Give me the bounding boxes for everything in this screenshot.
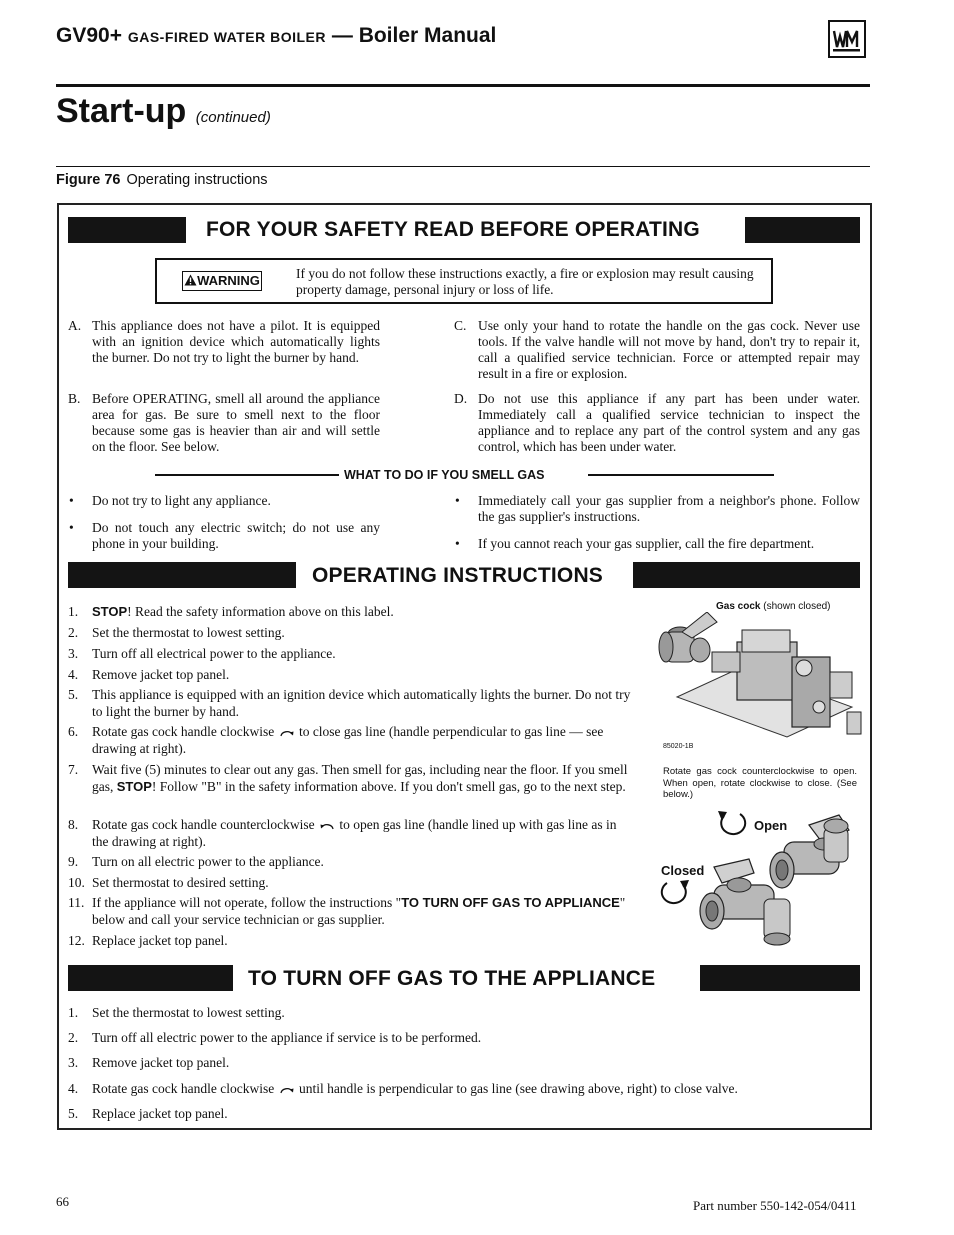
- gas-cock-title: Gas cock (shown closed): [716, 601, 831, 612]
- safety-item-c: [454, 318, 860, 382]
- safety-item-letter: C.: [454, 318, 467, 333]
- manual-name: Boiler Manual: [358, 24, 497, 47]
- operating-step: 5. This appliance is equipped with an ignition device which automatically lights the burner. Do not try to light the burner by hand.: [68, 687, 631, 719]
- warning-badge-text: WARNING: [197, 273, 260, 288]
- safety-item-b: [68, 391, 380, 455]
- operating-step: 11. If the appliance will not operate, follow the instructions "TO TURN OFF GAS TO APPLIANCE" below and call your service technician or gas supplier.: [68, 895, 626, 927]
- title-bar-right: [745, 217, 860, 243]
- stop-word: STOP: [92, 604, 128, 619]
- operating-step: 9. Turn on all electric power to the appliance.: [68, 854, 324, 869]
- safety-item-a: [68, 318, 380, 366]
- section-heading: [56, 92, 271, 131]
- header-dash: —: [331, 24, 353, 47]
- operating-bar-left: [68, 562, 296, 588]
- operating-step: 3. Turn off all electrical power to the appliance.: [68, 646, 336, 661]
- smell-gas-title: WHAT TO DO IF YOU SMELL GAS: [344, 468, 545, 482]
- smell-bullet: • Immediately call your gas supplier from a neighbor's phone. Follow the gas supplier's instructions.: [455, 493, 860, 524]
- smell-rule-right: [588, 474, 774, 476]
- figure-caption: [56, 172, 268, 188]
- warning-triangle-icon: [184, 274, 197, 286]
- section-continued: (continued): [195, 109, 271, 126]
- operating-step: 12. Replace jacket top panel.: [68, 933, 228, 948]
- figure-caption-text: Operating instructions: [126, 172, 268, 188]
- section-title: Start-up: [56, 92, 187, 130]
- header-rule: [56, 84, 870, 87]
- clockwise-arrow-icon: [278, 728, 296, 738]
- operating-step: 4. Remove jacket top panel.: [68, 667, 230, 682]
- document-header: [56, 24, 496, 48]
- safety-item-letter: D.: [454, 391, 468, 406]
- turnoff-step: 2. Turn off all electric power to the appliance if service is to be performed.: [68, 1030, 482, 1045]
- section-rule: [56, 166, 870, 167]
- closed-arrow-icon: [657, 877, 693, 909]
- counterclockwise-arrow-icon: [318, 821, 336, 831]
- safety-item-letter: A.: [68, 318, 82, 333]
- gas-valve-drawing: [652, 612, 862, 742]
- operating-step: 1. STOP! Read the safety information above on this label.: [68, 604, 394, 619]
- operating-bar-right: [633, 562, 860, 588]
- safety-item-text: Do not use this appliance if any part has been under water. Immediately call a qualified service technician to inspect the appliance and to replace any part of the control system and any gas control, which has been under water.: [478, 391, 860, 454]
- product-name: GAS-FIRED WATER BOILER: [127, 29, 326, 45]
- closed-valve-drawing: [694, 855, 804, 947]
- closed-label: Closed: [661, 863, 705, 878]
- operating-step: 7. Wait five (5) minutes to clear out any gas. Then smell for gas, including near the floor. If you smell gas, STOP! Follow "B" in the safety information above. If you don't smell gas, go to the next step.: [68, 762, 628, 794]
- turnoff-step: 1. Set the thermostat to lowest setting.: [68, 1005, 285, 1020]
- turnoff-step: 5. Replace jacket top panel.: [68, 1106, 228, 1121]
- turnoff-bar-right: [700, 965, 860, 991]
- turnoff-step: 4. Rotate gas cock handle clockwise until handle is perpendicular to gas line (see drawing above, right) to close valve.: [68, 1081, 738, 1096]
- safety-title: FOR YOUR SAFETY READ BEFORE OPERATING: [206, 218, 700, 241]
- smell-bullet: • Do not try to light any appliance.: [69, 493, 271, 508]
- operating-step: 10. Set thermostat to desired setting.: [68, 875, 269, 890]
- safety-item-text: Use only your hand to rotate the handle on the gas cock. Never use tools. If the valve handle will not move by hand, don't try to repair it, call a qualified service technician. Force or attempted repair may result in a fire or explosion.: [478, 318, 860, 381]
- safety-item-text: Before OPERATING, smell all around the appliance area for gas. Be sure to smell next to the floor because some gas is heavier than air and will settle on the floor. See below.: [92, 391, 380, 454]
- warning-text: If you do not follow these instructions exactly, a fire or explosion may result causing property damage, personal injury or loss of life.: [296, 266, 754, 297]
- open-arrow-icon: [714, 808, 750, 838]
- open-label: Open: [754, 818, 788, 833]
- stop-word: STOP: [116, 779, 152, 794]
- operating-step: 2. Set the thermostat to lowest setting.: [68, 625, 285, 640]
- safety-item-d: [454, 391, 860, 455]
- safety-item-letter: B.: [68, 391, 81, 406]
- warning-badge: [182, 271, 262, 291]
- operating-step: 8. Rotate gas cock handle counterclockwise to open gas line (handle lined up with gas line as in the drawing at right).: [68, 817, 617, 849]
- part-code: 85020-1B: [663, 743, 694, 750]
- rotate-note: Rotate gas cock counterclockwise to open. When open, rotate clockwise to close. (See below.): [663, 766, 857, 800]
- smell-bullet: • If you cannot reach your gas supplier, call the fire department.: [455, 536, 815, 551]
- safety-item-text: This appliance does not have a pilot. It is equipped with an ignition device which automatically lights the burner. Do not try to light the burner by hand.: [92, 318, 380, 365]
- figure-label: Figure 76: [56, 172, 121, 188]
- title-bar-left: [68, 217, 186, 243]
- brand-logo: [828, 20, 866, 58]
- smell-bullet: • Do not touch any electric switch; do not use any phone in your building.: [69, 520, 380, 551]
- turnoff-step: 3. Remove jacket top panel.: [68, 1055, 230, 1070]
- clockwise-arrow-icon: [278, 1085, 296, 1095]
- turnoff-title: TO TURN OFF GAS TO THE APPLIANCE: [248, 967, 656, 990]
- operating-step: 6. Rotate gas cock handle clockwise to close gas line (handle perpendicular to gas line — see drawing at right).: [68, 724, 604, 756]
- part-number: Part number 550-142-054/0411: [693, 1198, 857, 1213]
- page-number: 66: [56, 1194, 69, 1209]
- operating-title: OPERATING INSTRUCTIONS: [312, 564, 604, 587]
- turnoff-bar-left: [68, 965, 233, 991]
- smell-rule-left: [155, 474, 339, 476]
- model-name: GV90+: [56, 24, 122, 47]
